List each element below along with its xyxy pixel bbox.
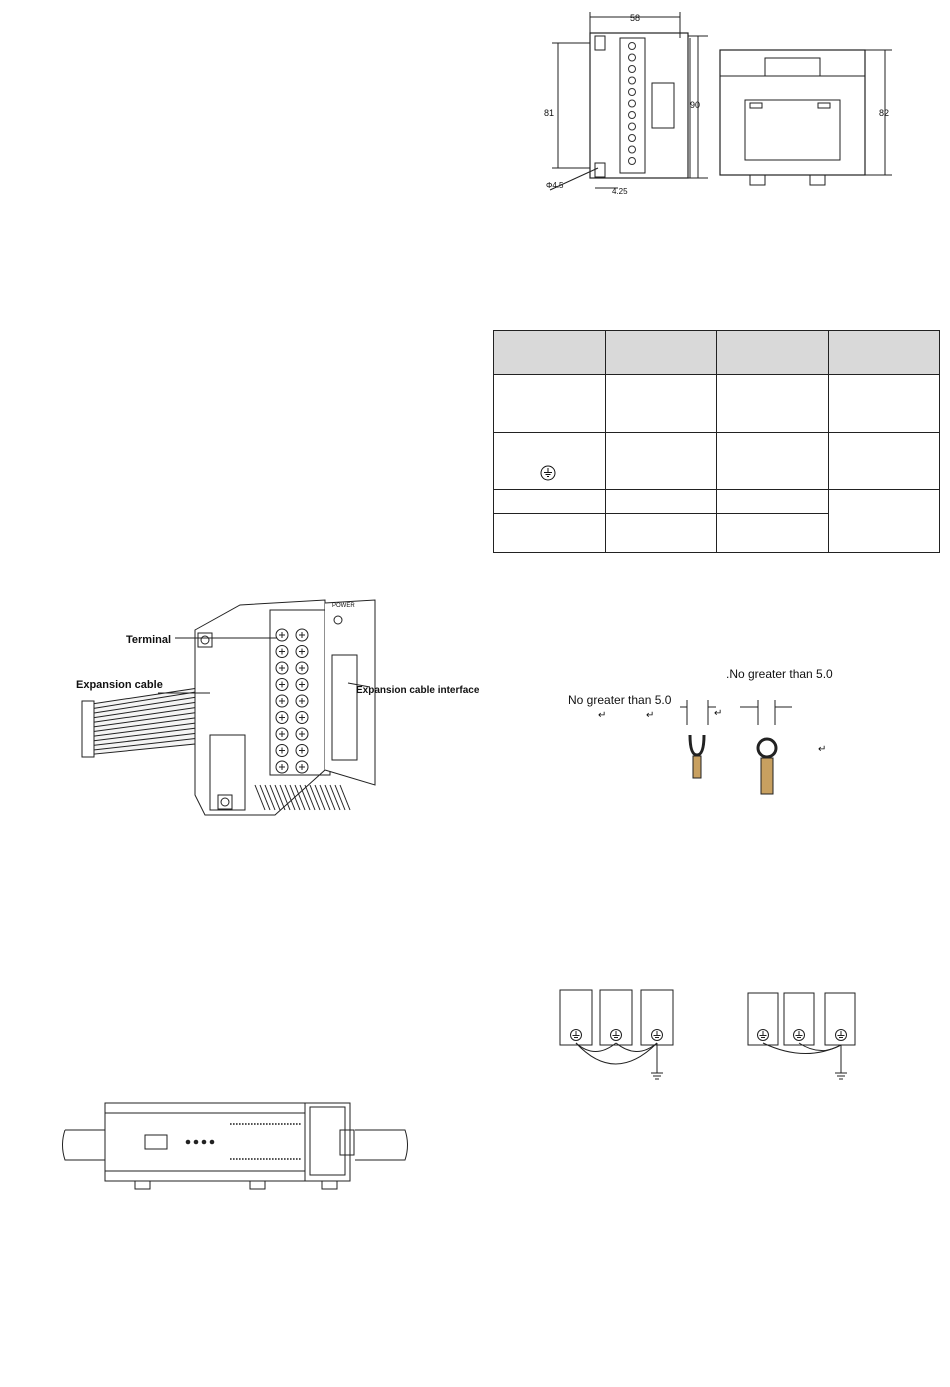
dimension-drawing xyxy=(540,8,910,198)
pin xyxy=(236,1123,238,1125)
screw-icon xyxy=(296,662,308,674)
table-cell-merged xyxy=(828,490,940,553)
table-cell xyxy=(605,433,717,490)
screw-icon xyxy=(296,761,308,773)
pin xyxy=(248,1158,250,1160)
screw-icon xyxy=(276,712,288,724)
vent-slot xyxy=(320,785,330,810)
return-mark: ↵ xyxy=(598,710,607,721)
pin xyxy=(263,1123,265,1125)
led-icon xyxy=(210,1140,215,1145)
pin xyxy=(248,1123,250,1125)
screw-icon xyxy=(629,43,636,50)
pin xyxy=(266,1158,268,1160)
power-label: POWER xyxy=(332,603,355,609)
pin xyxy=(281,1158,283,1160)
pin xyxy=(230,1158,232,1160)
pin xyxy=(254,1123,256,1125)
return-mark: ↵ xyxy=(818,744,827,755)
height-mount-dim: 81 xyxy=(543,108,554,118)
led-icon xyxy=(202,1140,207,1145)
screw-icon xyxy=(296,712,308,724)
pin xyxy=(287,1123,289,1125)
pin xyxy=(290,1158,292,1160)
pin xyxy=(269,1123,271,1125)
screw-icon xyxy=(629,77,636,84)
table-cell xyxy=(605,375,717,433)
pin xyxy=(257,1123,259,1125)
pin xyxy=(275,1158,277,1160)
pin xyxy=(275,1123,277,1125)
pin xyxy=(254,1158,256,1160)
grounding-diagram xyxy=(555,985,865,1090)
pin xyxy=(251,1123,253,1125)
screw-icon xyxy=(296,646,308,658)
pin xyxy=(251,1158,253,1160)
expansion-cable-label: Expansion cable xyxy=(76,679,163,691)
module-illustration xyxy=(70,595,480,825)
screw-icon xyxy=(629,100,636,107)
pin xyxy=(290,1123,292,1125)
vent-slot xyxy=(300,785,310,810)
pin xyxy=(233,1123,235,1125)
pin xyxy=(236,1158,238,1160)
screw-icon xyxy=(629,135,636,142)
protective-earth-icon xyxy=(540,465,556,481)
table-cell xyxy=(494,490,606,514)
pin xyxy=(293,1158,295,1160)
vent-slot xyxy=(325,785,335,810)
screw-icon xyxy=(276,629,288,641)
screw-icon xyxy=(276,662,288,674)
pin xyxy=(245,1158,247,1160)
table-cell xyxy=(494,375,606,433)
pin xyxy=(278,1123,280,1125)
hole-dia-dim: Φ4.5 xyxy=(546,181,564,190)
pin xyxy=(299,1123,301,1125)
pin xyxy=(266,1123,268,1125)
screw-icon xyxy=(629,123,636,130)
lug-diagram xyxy=(560,660,860,800)
vent-slot xyxy=(305,785,315,810)
pin xyxy=(257,1158,259,1160)
din-rail-drawing xyxy=(60,1095,410,1195)
pin xyxy=(269,1158,271,1160)
screw-icon xyxy=(276,646,288,658)
table-header-cell xyxy=(494,331,606,375)
vent-slot xyxy=(315,785,325,810)
fork-lug-label: No greater than 5.0 xyxy=(568,693,672,707)
pin xyxy=(296,1158,298,1160)
screw-icon xyxy=(276,679,288,691)
terminal-label: Terminal xyxy=(126,634,172,646)
pin xyxy=(242,1123,244,1125)
pin xyxy=(239,1123,241,1125)
screw-icon xyxy=(276,761,288,773)
pin xyxy=(284,1158,286,1160)
width-dim: 58 xyxy=(629,13,641,23)
screw-icon xyxy=(296,695,308,707)
table-cell-ground xyxy=(494,433,606,490)
screw-icon xyxy=(629,112,636,119)
terminal-screws xyxy=(629,43,636,165)
pin xyxy=(293,1123,295,1125)
led-icon xyxy=(186,1140,191,1145)
table-cell xyxy=(828,375,940,433)
table-cell xyxy=(605,514,717,553)
table-cell xyxy=(717,433,829,490)
vent-slot xyxy=(330,785,340,810)
table-header-cell xyxy=(605,331,717,375)
pin xyxy=(260,1158,262,1160)
pin xyxy=(233,1158,235,1160)
expansion-interface-label: Expansion cable interface xyxy=(356,685,480,696)
pin xyxy=(281,1123,283,1125)
table-cell xyxy=(717,514,829,553)
screw-icon xyxy=(296,728,308,740)
pin xyxy=(284,1123,286,1125)
screw-icon xyxy=(276,728,288,740)
pin xyxy=(287,1158,289,1160)
pin xyxy=(230,1123,232,1125)
ring-lug-label: .No greater than 5.0 xyxy=(726,667,833,681)
wiring-spec-table xyxy=(493,330,940,553)
pin xyxy=(260,1123,262,1125)
screw-icon xyxy=(296,745,308,757)
height-side-dim: 82 xyxy=(879,108,890,118)
pin xyxy=(263,1158,265,1160)
screw-icon xyxy=(629,66,636,73)
vent-slot xyxy=(310,785,320,810)
return-mark: ↵ xyxy=(646,710,655,721)
pin xyxy=(299,1158,301,1160)
screw-icon xyxy=(276,695,288,707)
vent-slot xyxy=(335,785,345,810)
screw-icon xyxy=(629,146,636,153)
table-cell xyxy=(494,514,606,553)
pin xyxy=(278,1158,280,1160)
pin xyxy=(242,1158,244,1160)
pin xyxy=(245,1123,247,1125)
screw-icon xyxy=(629,89,636,96)
screw-icon xyxy=(276,745,288,757)
return-mark: ↵ xyxy=(714,708,723,719)
hole-offset-dim: 4.25 xyxy=(612,187,628,196)
table-cell xyxy=(605,490,717,514)
led-icon xyxy=(194,1140,199,1145)
table-cell xyxy=(717,490,829,514)
pin xyxy=(296,1123,298,1125)
height-total-dim: 90 xyxy=(690,100,701,110)
vent-slot xyxy=(340,785,350,810)
screw-icon xyxy=(296,679,308,691)
table-cell xyxy=(828,433,940,490)
screw-icon xyxy=(296,629,308,641)
pin xyxy=(272,1123,274,1125)
pin xyxy=(239,1158,241,1160)
screw-icon xyxy=(629,158,636,165)
table-header-cell xyxy=(828,331,940,375)
table-cell xyxy=(717,375,829,433)
screw-icon xyxy=(629,54,636,61)
table-header-cell xyxy=(717,331,829,375)
pin xyxy=(272,1158,274,1160)
